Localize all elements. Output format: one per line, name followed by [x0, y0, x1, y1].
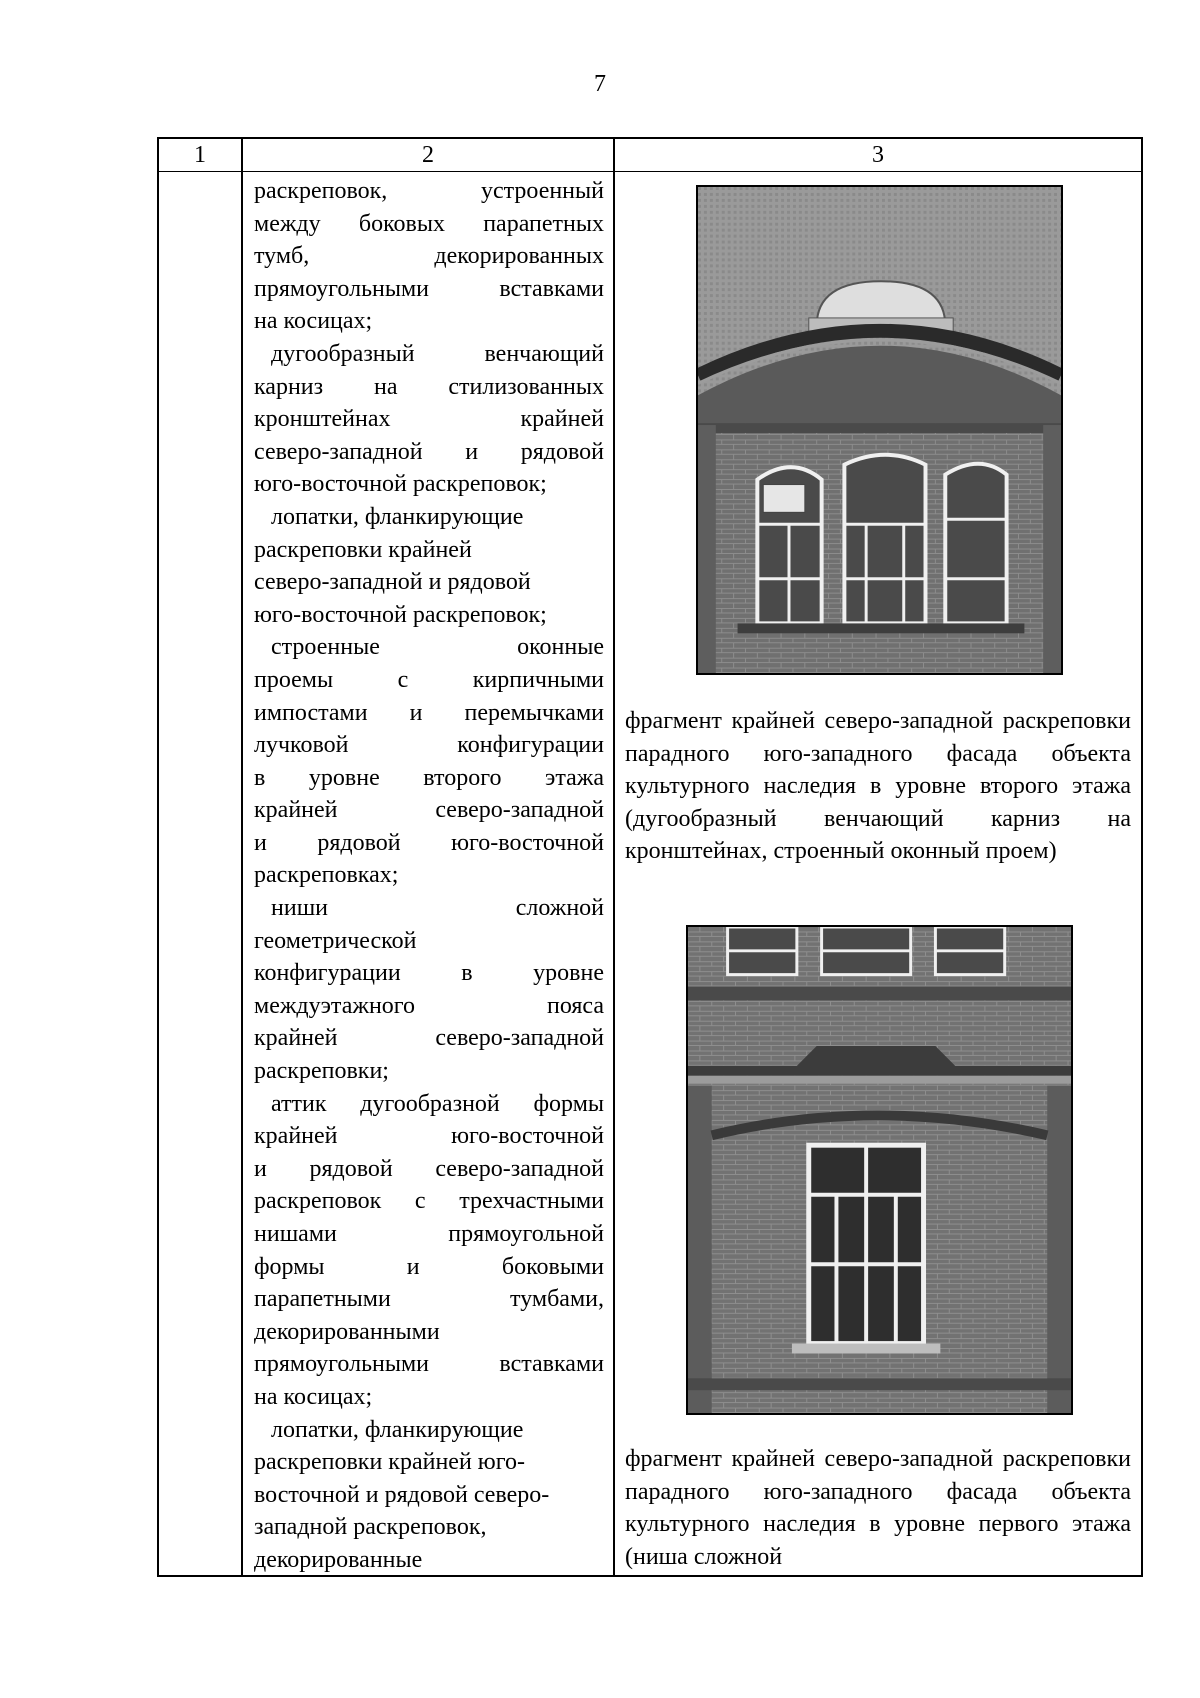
column-2-line: формы и боковыми: [254, 1253, 604, 1280]
column-2-line: междуэтажного пояса: [254, 992, 604, 1019]
column-2-line: импостами и перемычками: [254, 699, 604, 726]
column-header-3: 3: [872, 142, 884, 168]
column-2-line: декорированными: [254, 1318, 440, 1345]
column-2-line: и рядовой северо-западной: [254, 1155, 604, 1182]
table-col-divider-2: [613, 137, 615, 1577]
column-2-line: крайней северо-западной: [254, 797, 604, 824]
column-2-text: [254, 175, 604, 1577]
column-2-line: юго-восточной раскреповок;: [254, 471, 547, 498]
facade-photo-second-floor: [696, 185, 1063, 675]
column-2-line: крайней северо-западной: [254, 1025, 604, 1052]
table-header-divider: [157, 171, 1143, 172]
column-2-line: раскреповок, устроенный: [254, 178, 604, 204]
column-2-line: кронштейнах крайней: [254, 406, 604, 433]
column-2-line: раскреповки;: [254, 1058, 389, 1085]
column-2-line: западной раскреповок,: [254, 1514, 487, 1541]
table-border-left: [157, 137, 159, 1577]
facade-photo-first-floor: [686, 925, 1073, 1415]
column-2-line: раскреповках;: [254, 862, 399, 889]
column-2-line: лопатки, фланкирующие: [271, 1416, 524, 1443]
table-col-divider-1: [241, 137, 243, 1577]
column-header-2: 2: [422, 142, 434, 168]
column-2-line: конфигурации в уровне: [254, 960, 604, 987]
column-2-line: геометрической: [254, 927, 417, 954]
column-2-line: строенные оконные: [271, 634, 604, 661]
column-2-line: восточной и рядовой северо-: [254, 1481, 550, 1508]
column-2-line: северо-западной и рядовой: [254, 438, 604, 465]
page-number: 7: [594, 71, 606, 97]
column-2-line: прямоугольными вставками: [254, 1351, 604, 1378]
column-2-line: тумб, декорированных: [254, 243, 604, 270]
column-2-line: парапетными тумбами,: [254, 1286, 604, 1313]
photo-caption-1: фрагмент крайней северо-западной раскреповки парадного юго-западного фасада объекта культурного наследия в уровне второго этажа (дугообразный венчающий карниз на кронштейнах, строенный оконный проем): [625, 708, 1131, 865]
column-2-line: прямоугольными вставками: [254, 275, 604, 302]
column-2-line: ниши сложной: [271, 895, 604, 922]
column-2-line: между боковых парапетных: [254, 210, 604, 237]
column-2-line: дугообразный венчающий: [271, 340, 604, 367]
column-2-line: раскреповок с трехчастными: [254, 1188, 604, 1215]
table-border-right: [1141, 137, 1143, 1577]
column-2-line: раскреповки крайней юго-: [254, 1449, 525, 1476]
column-2-line: юго-восточной раскреповок;: [254, 601, 547, 628]
column-2-line: лопатки, фланкирующие: [271, 503, 524, 530]
column-header-1: 1: [194, 142, 206, 168]
photo-caption-2: фрагмент крайней северо-западной раскреповки парадного юго-западного фасада объекта культурного наследия в уровне первого этажа (ниша сложной: [625, 1446, 1131, 1570]
column-2-line: нишами прямоугольной: [254, 1221, 604, 1247]
column-2-line: проемы с кирпичными: [254, 666, 604, 693]
column-2-line: декорированные: [254, 1546, 423, 1573]
column-2-line: и рядовой юго-восточной: [254, 829, 604, 856]
column-2-line: крайней юго-восточной: [254, 1123, 604, 1150]
column-2-line: в уровне второго этажа: [254, 764, 604, 791]
column-2-line: карниз на стилизованных: [254, 373, 604, 400]
column-2-line: на косицах;: [254, 308, 373, 335]
column-2-line: лучковой конфигурации: [254, 732, 604, 759]
column-2-line: аттик дугообразной формы: [271, 1090, 604, 1117]
column-2-line: северо-западной и рядовой: [254, 569, 531, 596]
column-2-line: раскреповки крайней: [254, 536, 472, 563]
column-2-line: на косицах;: [254, 1383, 373, 1410]
